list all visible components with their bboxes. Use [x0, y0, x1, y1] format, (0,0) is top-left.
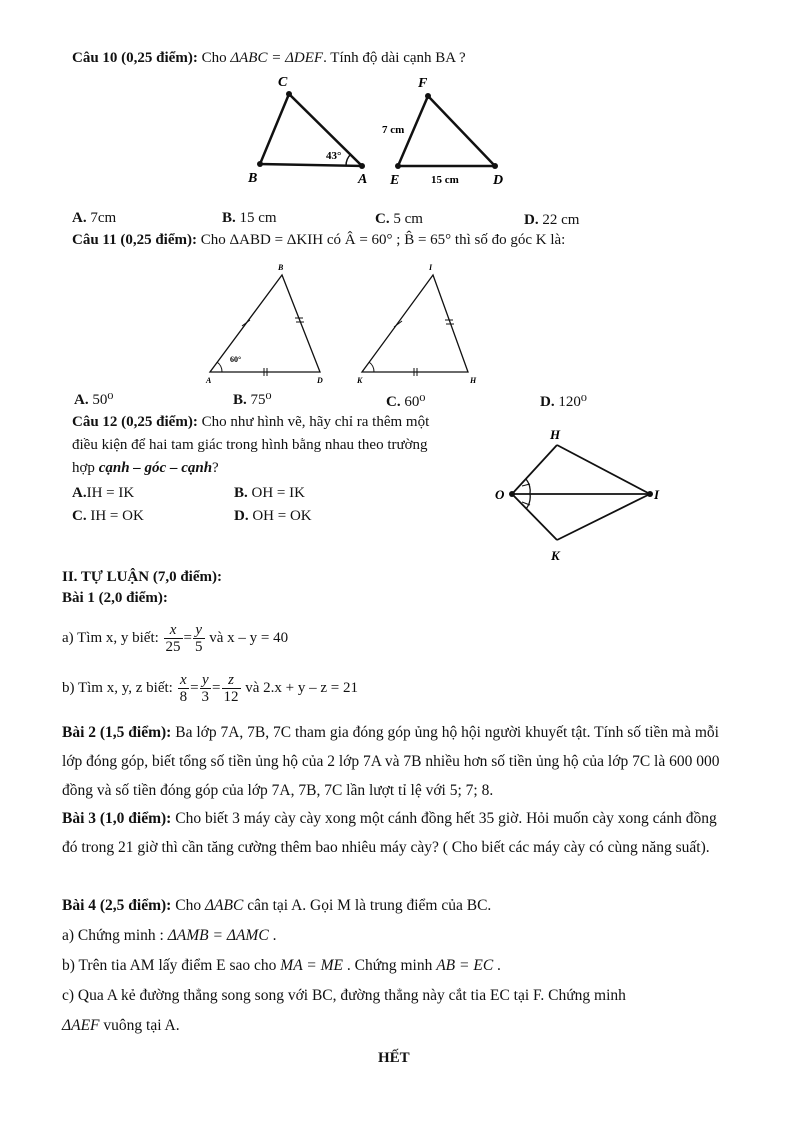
bai3-text: Cho biết 3 máy cày cày xong một cánh đồng hết 35 giờ. Hỏi muốn cày xong cánh đồng đó trong 21 giờ thì cần tăng cường thêm bao nhiêu máy cày? ( Cho biết các máy cày có cùng năng suất). — [62, 810, 717, 856]
label-f: F — [418, 76, 428, 91]
point-o — [509, 491, 515, 497]
q10-option-d[interactable]: D. 22 cm — [524, 212, 580, 228]
q11-condition: Â = 60° ; B̂ = 65° — [344, 232, 452, 248]
q12-option-d[interactable]: D. OH = OK — [234, 508, 312, 524]
q12-label: Câu 12 (0,25 điểm): — [72, 414, 198, 430]
q11-label: Câu 11 (0,25 điểm): — [72, 232, 197, 248]
q10-option-a[interactable]: A. 7cm — [72, 210, 117, 226]
label-c: C — [278, 75, 288, 90]
label-a: A — [358, 172, 368, 187]
label-a2: A — [206, 376, 212, 385]
fraction-z-12: $\frac{z}{12}$ — [223, 671, 239, 705]
segment-ok — [512, 494, 557, 540]
bai4-intro: Bài 4 (2,5 điểm): Cho ΔABC cân tại A. Gọi M là trung điểm của BC. — [62, 897, 492, 914]
label-ef-length: 7 cm — [382, 124, 405, 136]
label-h: H — [470, 376, 477, 385]
q12-line1: Câu 12 (0,25 điểm): Cho như hình vẽ, hãy chỉ ra thêm một — [72, 414, 430, 430]
q10-option-c[interactable]: C. 5 cm — [375, 211, 423, 227]
bai3 — [62, 804, 734, 862]
q11-text-pre: Cho ΔABD = ΔKIH có — [200, 232, 345, 248]
segment-oh — [512, 445, 557, 494]
label-h3: H — [550, 427, 561, 442]
q10-text-post: . Tính độ dài cạnh BA ? — [323, 50, 466, 66]
label-angle-43: 43° — [326, 150, 342, 162]
bai1-title: Bài 1 (2,0 điểm): — [62, 590, 168, 606]
segment-ki — [557, 494, 650, 540]
fraction-x-8: $\frac{x}{8}$ — [179, 671, 188, 705]
q10-text-pre: Cho — [201, 50, 231, 66]
bai4-b: b) Trên tia AM lấy điểm E sao cho MA = ME . Chứng minh AB = EC . — [62, 957, 501, 974]
q12-line3: hợp cạnh – góc – cạnh? — [72, 460, 219, 476]
bai3-title: Bài 3 (1,0 điểm): — [62, 810, 172, 827]
label-b: B — [248, 171, 258, 186]
bai4-title: Bài 4 (2,5 điểm): — [62, 897, 172, 914]
q11-text-post: thì số đo góc K là: — [451, 232, 566, 248]
q12-line2: điều kiện để hai tam giác trong hình bằng nhau theo trường — [72, 437, 428, 453]
label-d: D — [493, 173, 504, 188]
label-i3: I — [654, 487, 660, 502]
point-i — [647, 491, 653, 497]
q11-option-d[interactable]: D. 120⁰ — [540, 394, 587, 410]
bai1-a: a) Tìm x, y biết: $\frac{x}{25}$ = $\frac{y}{5}$ và x – y = 40 — [62, 621, 289, 655]
label-i: I — [429, 263, 433, 272]
section-2-title: II. TỰ LUẬN (7,0 điểm): — [62, 569, 222, 585]
q10-option-b[interactable]: B. 15 cm — [222, 210, 277, 226]
label-angle-60: 60° — [230, 355, 242, 364]
bai2-text: Ba lớp 7A, 7B, 7C tham gia đóng góp ủng hộ hội người khuyết tật. Tính số tiền mà mỗi lớp đóng góp, biết tổng số tiền ủng hộ của 2 lớp 7A và 7B nhiều hơn số tiền ủng hộ của lớp 7C là 600 000 đồng và số tiền đóng góp của lớp 7A, 7B, 7C lần lượt tỉ lệ với 5; 7; 8. — [62, 724, 720, 799]
label-ed-length: 15 cm — [431, 174, 459, 186]
segment-hi — [557, 445, 650, 494]
label-d2: D — [317, 376, 323, 385]
bai4-c-line2: ΔAEF vuông tại A. — [62, 1017, 180, 1034]
q12-option-b[interactable]: B. OH = IK — [234, 485, 305, 501]
fraction-x-25: $\frac{x}{25}$ — [165, 621, 181, 655]
angle-arc-o-top — [526, 479, 530, 494]
bai2-title: Bài 2 (1,5 điểm): — [62, 724, 172, 741]
q10-congruence: ΔABC = ΔDEF — [230, 50, 324, 66]
label-o: O — [495, 487, 505, 502]
fraction-y-3: $\frac{y}{3}$ — [201, 671, 210, 705]
bai4-a: a) Chứng minh : ΔAMB = ΔAMC . — [62, 927, 277, 944]
bai4-c-line1: c) Qua A kẻ đường thẳng song song với BC, đường thẳng này cắt tia EC tại F. Chứng minh — [62, 987, 626, 1004]
q12-option-c[interactable]: C. IH = OK — [72, 508, 144, 524]
bai2 — [62, 718, 734, 805]
q12-case: cạnh – góc – cạnh — [98, 460, 213, 476]
q10-label: Câu 10 (0,25 điểm): — [72, 50, 198, 66]
label-e: E — [390, 173, 400, 188]
q11-option-b[interactable]: B. 75⁰ — [233, 392, 272, 408]
label-k3: K — [551, 548, 560, 563]
label-b2: B — [278, 263, 284, 272]
fraction-y-5: $\frac{y}{5}$ — [195, 621, 203, 655]
q11-option-c[interactable]: C. 60⁰ — [386, 394, 426, 410]
q11-option-a[interactable]: A. 50⁰ — [74, 392, 114, 408]
label-k: K — [357, 376, 363, 385]
angle-arc-o-bottom — [526, 494, 530, 509]
end-mark: HẾT — [378, 1050, 410, 1066]
bai1-b: b) Tìm x, y, z biết: $\frac{x}{8}$ = $\frac{y}{3}$ = $\frac{z}{12}$ và 2.x + y – z = 21 — [62, 671, 358, 705]
q12-option-a[interactable]: A.IH = IK — [72, 485, 135, 501]
